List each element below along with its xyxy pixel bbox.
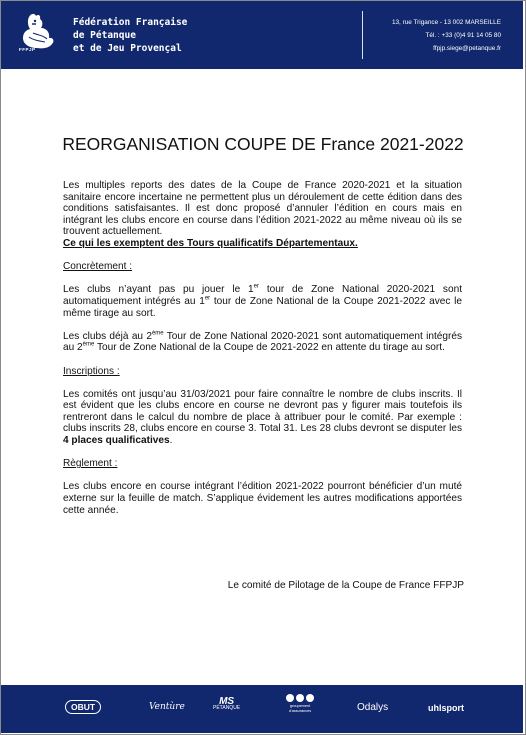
sponsor-obut-logo: OBUT: [65, 700, 101, 714]
section-heading-inscriptions: Inscriptions :: [63, 365, 120, 377]
federation-name: [73, 16, 187, 55]
letterhead-header: [1, 1, 523, 69]
concretement-paragraph-1: [63, 284, 462, 319]
superscript: er: [253, 283, 259, 290]
sponsor-odalys-logo: Odalys: [357, 702, 389, 713]
section-heading-reglement: Règlement :: [63, 458, 118, 470]
contact-block: [392, 16, 501, 55]
text-run: Tour de Zone National de la Coupe de 2021-2022 en attente du tirage au sort.: [94, 342, 445, 354]
insurance-dots-icon: [285, 694, 315, 704]
federation-name-line1: Fédération Française: [73, 17, 188, 28]
intro-emphasis: Ce qui les exemptent des Tours qualificatifs Départementaux.: [63, 237, 358, 249]
intro-text: Les multiples reports des dates de la Coupe de France 2020-2021 et la situation sanitaire encore incertaine ne permettent plus un déroulement de cette édition dans des conditions satisfaisantes. Il est donc proposé d’annuler l’édition en cours mais en intégrant les clubs encore en course dans l’édition 2021-2022 au même niveau où ils se trouvent actuellement.: [63, 180, 462, 238]
signature: Le comité de Pilotage de la Coupe de France FFPJP: [227, 580, 464, 591]
inscriptions-paragraph: [63, 389, 462, 447]
section-heading-concretement: Concrètement :: [63, 261, 133, 273]
text-run: tour de Zone National 2020-2021 sont automatiquement intégrés au 1: [63, 284, 462, 307]
ms-subtitle: PÉTANQUE: [213, 705, 241, 711]
concretement-paragraph-2: [63, 331, 462, 354]
text-run: Les clubs n’ayant pas pu jouer le 1: [63, 284, 254, 296]
sponsor-insurance-logo: [285, 694, 315, 714]
intro-paragraph: [63, 180, 462, 250]
sponsor-ms-logo: [213, 698, 240, 712]
text-run: tour de Zone National de la Coupe 2021-2022 avec le même tirage au sort.: [63, 295, 462, 319]
email-link[interactable]: ffpjp.siege@petanque.fr: [433, 45, 501, 52]
sponsor-venture-logo: Ventùre: [149, 702, 185, 712]
header-divider: [362, 11, 363, 59]
postal-address: 13, rue Trigance - 13 002 MARSEILLE: [391, 19, 501, 26]
insurance-caption-2: d’assurances: [288, 709, 312, 713]
text-run: Les comités ont jusqu’au 31/03/2021 pour faire connaître le nombre de clubs inscrits. Il est évident que les clubs encore en course ne devront pas y figurer mais toutefois ils rentreront dans le calcul du nombre de place à attribuer pour le comité. Par exemple : clubs inscrits 28, clubs encore en course 3. Total 31. Les 28 clubs devront se disputer les: [63, 388, 462, 435]
text-run: Les clubs déjà au 2: [63, 330, 152, 342]
reglement-paragraph: Les clubs encore en course intégrant l’édition 2021-2022 pourront bénéficier d’un muté externe sur la feuille de match. S’applique évidement les autres modifications apportées cette année.: [63, 481, 462, 516]
superscript: ème: [151, 330, 164, 337]
superscript: ème: [82, 341, 95, 348]
logo-caption: FFPJP: [19, 47, 36, 52]
federation-name-line2: de Pétanque: [73, 30, 136, 41]
text-run: .: [169, 435, 173, 447]
ms-mark: MS: [219, 696, 235, 707]
document-body: [63, 180, 462, 528]
superscript: er: [204, 295, 211, 302]
sponsor-footer: [1, 685, 523, 733]
federation-name-line3: et de Jeu Provençal: [73, 43, 182, 54]
phone-number: Tél. : +33 (0)4 91 14 05 80: [425, 32, 501, 39]
sponsor-uhlsport-logo: uhlsport: [428, 703, 464, 713]
document-title: REORGANISATION COUPE DE France 2021-2022: [62, 134, 464, 154]
insurance-caption-1: groupement: [289, 704, 311, 708]
text-run: Tour de Zone National 2020-2021 sont automatiquement intégrés au 2: [63, 330, 462, 354]
bold-text: 4 places qualificatives: [63, 435, 170, 447]
